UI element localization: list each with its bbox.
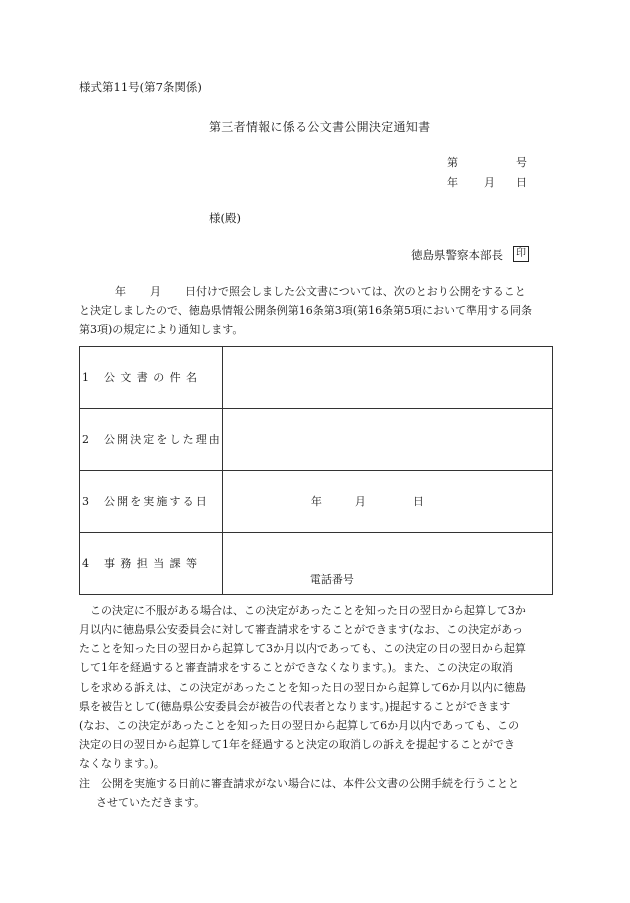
row-number: 4	[82, 557, 89, 570]
appeal-notice-line: たことを知った日の翌日から起算して3か月以内であっても、この決定の日の翌日から起算	[79, 642, 526, 655]
row-label-text: 公開決定をした理由	[104, 433, 222, 446]
row-number: 1	[82, 371, 89, 384]
table-row	[80, 347, 553, 409]
row-label-disclosure-reason	[80, 409, 223, 471]
row-label-responsible-section	[80, 533, 223, 595]
appeal-notice-line: 県を被告として(徳島県公安委員会が被告の代表者となります。)提起することができます	[79, 700, 511, 713]
table-row	[80, 533, 553, 595]
impl-date-month: 月	[354, 495, 366, 508]
footnote-line: させていただきます。	[96, 796, 206, 809]
row-label-document-subject	[80, 347, 223, 409]
intro-month: 月	[150, 285, 161, 298]
intro-line-1	[79, 286, 526, 297]
intro-year: 年	[115, 285, 126, 298]
appeal-notice-line: して1年を経過すると審査請求をすることができなくなります。)。また、この決定の取消	[79, 661, 513, 674]
table-row	[80, 471, 553, 533]
form-number: 様式第11号(第7条関係)	[79, 80, 202, 94]
appeal-notice-line: 月以内に徳島県公安委員会に対して審査請求をすることができます(なお、この決定があっ	[79, 623, 524, 636]
intro-line-1-text: 日付けで照会しました公文書については、次のとおり公開をすること	[185, 285, 526, 298]
intro-line-2: と決定しましたので、徳島県情報公開条例第16条第3項(第16条第5項において準用する同条	[79, 304, 533, 317]
appeal-notice-line: この決定に不服がある場合は、この決定があったことを知った日の翌日から起算して3か	[90, 604, 526, 617]
notice-details-table	[79, 346, 553, 595]
impl-date-day: 日	[412, 495, 424, 508]
issue-date-year: 年	[447, 176, 458, 189]
row-label-text: 事務担当課等	[104, 557, 203, 570]
addressee-honorific: 様(殿)	[209, 211, 241, 225]
row-label-text: 公開を実施する日	[104, 495, 209, 508]
intro-line-3: 第3項)の規定により通知します。	[79, 323, 244, 336]
table-row	[80, 409, 553, 471]
row-number: 3	[82, 495, 89, 508]
impl-date-year: 年	[310, 495, 322, 508]
seal-stamp: 印	[513, 246, 529, 262]
appeal-notice-line: (なお、この決定があったことを知った日の翌日から起算して6か月以内であっても、この	[79, 719, 520, 732]
document-subject-value	[222, 347, 552, 409]
footnote-line: 注 公開を実施する日前に審査請求がない場合には、本件公文書の公開手続を行うことと	[79, 777, 519, 790]
phone-number-label: 電話番号	[309, 573, 354, 586]
issue-date-month: 月	[484, 176, 495, 189]
responsible-section-value	[222, 533, 552, 595]
issue-number-prefix: 第	[447, 156, 458, 169]
sender-name: 徳島県警察本部長	[411, 248, 503, 262]
appeal-notice-line: 決定の日の翌日から起算して1年を経過すると決定の取消しの訴えを提起することができ	[79, 738, 515, 751]
row-label-implementation-date	[80, 471, 223, 533]
issue-number-suffix: 号	[516, 156, 527, 169]
implementation-date-value	[222, 471, 552, 533]
disclosure-reason-value	[222, 409, 552, 471]
document-title: 第三者情報に係る公文書公開決定通知書	[209, 120, 431, 134]
row-label-text: 公文書の件名	[104, 371, 203, 384]
row-number: 2	[82, 433, 89, 446]
appeal-notice-line: なくなります。)。	[79, 757, 165, 770]
issue-date-day: 日	[516, 176, 527, 189]
appeal-notice-line: しを求める訴えは、この決定があったことを知った日の翌日から起算して6か月以内に徳島	[79, 681, 526, 694]
